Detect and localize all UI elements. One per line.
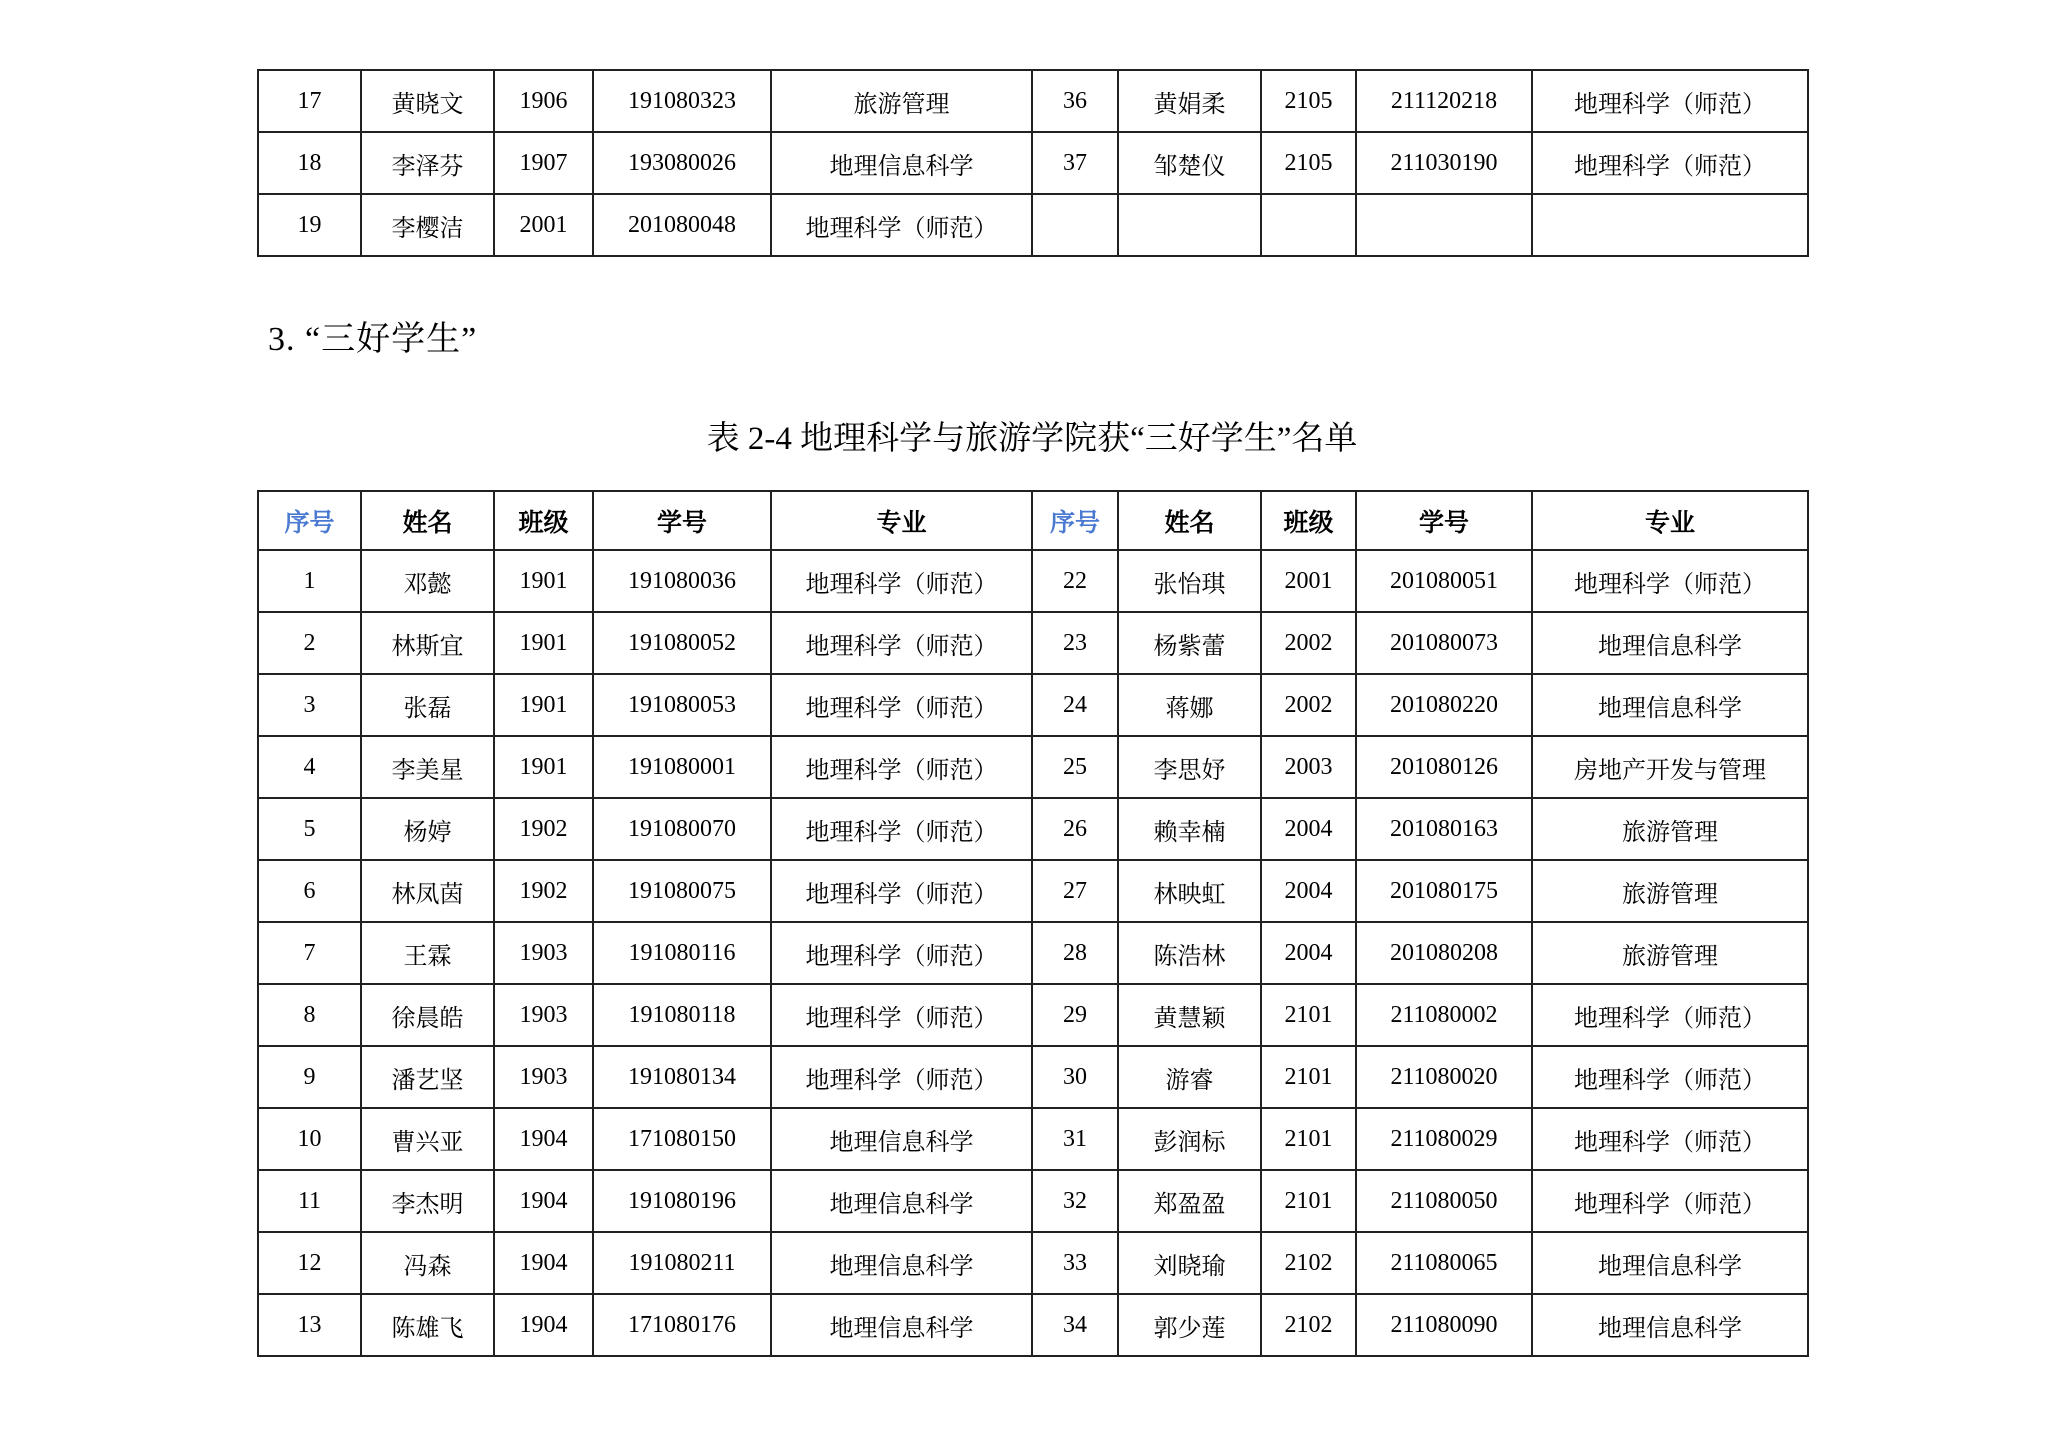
cell-seq: 18 xyxy=(258,132,361,194)
column-header-student-id: 学号 xyxy=(1356,491,1532,550)
cell-student-id: 193080026 xyxy=(593,132,771,194)
cell-student-id: 201080073 xyxy=(1356,612,1532,674)
cell-class: 1901 xyxy=(494,612,593,674)
cell-seq xyxy=(1032,194,1118,256)
cell-major: 地理科学（师范） xyxy=(771,860,1032,922)
cell-class: 2101 xyxy=(1261,1170,1356,1232)
cell-major: 房地产开发与管理 xyxy=(1532,736,1808,798)
cell-seq: 33 xyxy=(1032,1232,1118,1294)
cell-seq: 31 xyxy=(1032,1108,1118,1170)
cell-name: 陈雄飞 xyxy=(361,1294,494,1356)
cell-major: 地理科学（师范） xyxy=(771,798,1032,860)
table-row xyxy=(258,194,1808,256)
cell-student-id: 191080036 xyxy=(593,550,771,612)
cell-seq: 12 xyxy=(258,1232,361,1294)
cell-class: 1901 xyxy=(494,674,593,736)
cell-seq: 7 xyxy=(258,922,361,984)
cell-student-id: 211080090 xyxy=(1356,1294,1532,1356)
table-row xyxy=(258,798,1808,860)
cell-student-id xyxy=(1356,194,1532,256)
column-header-seq: 序号 xyxy=(258,491,361,550)
column-header-student-id: 学号 xyxy=(593,491,771,550)
cell-seq: 3 xyxy=(258,674,361,736)
cell-name xyxy=(1118,194,1261,256)
cell-name: 李思妤 xyxy=(1118,736,1261,798)
table-row xyxy=(258,1294,1808,1356)
cell-seq: 30 xyxy=(1032,1046,1118,1108)
cell-major: 地理信息科学 xyxy=(771,1108,1032,1170)
cell-name: 李杰明 xyxy=(361,1170,494,1232)
cell-class: 2002 xyxy=(1261,612,1356,674)
cell-major: 地理科学（师范） xyxy=(771,612,1032,674)
table-row xyxy=(258,1232,1808,1294)
cell-class: 2101 xyxy=(1261,1046,1356,1108)
cell-seq: 8 xyxy=(258,984,361,1046)
cell-major: 地理科学（师范） xyxy=(1532,984,1808,1046)
cell-student-id: 191080196 xyxy=(593,1170,771,1232)
cell-class: 2101 xyxy=(1261,1108,1356,1170)
cell-seq: 27 xyxy=(1032,860,1118,922)
cell-student-id: 211080020 xyxy=(1356,1046,1532,1108)
cell-class xyxy=(1261,194,1356,256)
cell-major: 地理科学（师范） xyxy=(1532,70,1808,132)
cell-name: 李泽芬 xyxy=(361,132,494,194)
column-header-major: 专业 xyxy=(771,491,1032,550)
cell-major: 旅游管理 xyxy=(1532,922,1808,984)
cell-student-id: 201080126 xyxy=(1356,736,1532,798)
cell-student-id: 211030190 xyxy=(1356,132,1532,194)
cell-seq: 2 xyxy=(258,612,361,674)
cell-class: 2105 xyxy=(1261,132,1356,194)
table-row xyxy=(258,922,1808,984)
cell-major: 地理信息科学 xyxy=(1532,1294,1808,1356)
cell-major xyxy=(1532,194,1808,256)
cell-class: 1904 xyxy=(494,1232,593,1294)
cell-name: 冯森 xyxy=(361,1232,494,1294)
cell-seq: 24 xyxy=(1032,674,1118,736)
cell-name: 郑盈盈 xyxy=(1118,1170,1261,1232)
cell-seq: 4 xyxy=(258,736,361,798)
cell-major: 地理科学（师范） xyxy=(1532,1170,1808,1232)
cell-class: 2001 xyxy=(1261,550,1356,612)
table-row xyxy=(258,736,1808,798)
cell-seq: 9 xyxy=(258,1046,361,1108)
cell-seq: 19 xyxy=(258,194,361,256)
cell-name: 杨婷 xyxy=(361,798,494,860)
cell-seq: 10 xyxy=(258,1108,361,1170)
column-header-name: 姓名 xyxy=(361,491,494,550)
cell-major: 地理科学（师范） xyxy=(1532,1108,1808,1170)
cell-class: 1903 xyxy=(494,922,593,984)
cell-name: 彭润标 xyxy=(1118,1108,1261,1170)
cell-class: 1901 xyxy=(494,550,593,612)
sanhao-students-table xyxy=(257,490,1809,1357)
cell-class: 2101 xyxy=(1261,984,1356,1046)
cell-class: 1907 xyxy=(494,132,593,194)
cell-seq: 37 xyxy=(1032,132,1118,194)
cell-class: 2004 xyxy=(1261,922,1356,984)
cell-student-id: 191080118 xyxy=(593,984,771,1046)
cell-class: 2105 xyxy=(1261,70,1356,132)
cell-major: 地理信息科学 xyxy=(1532,674,1808,736)
cell-seq: 1 xyxy=(258,550,361,612)
cell-class: 1901 xyxy=(494,736,593,798)
table-row xyxy=(258,860,1808,922)
cell-major: 地理科学（师范） xyxy=(771,736,1032,798)
cell-name: 杨紫蕾 xyxy=(1118,612,1261,674)
cell-major: 地理信息科学 xyxy=(1532,612,1808,674)
cell-name: 曹兴亚 xyxy=(361,1108,494,1170)
cell-major: 地理信息科学 xyxy=(1532,1232,1808,1294)
cell-major: 地理科学（师范） xyxy=(771,194,1032,256)
cell-class: 1902 xyxy=(494,798,593,860)
cell-class: 1903 xyxy=(494,1046,593,1108)
cell-major: 地理科学（师范） xyxy=(771,984,1032,1046)
cell-seq: 23 xyxy=(1032,612,1118,674)
cell-name: 刘晓瑜 xyxy=(1118,1232,1261,1294)
cell-name: 王霖 xyxy=(361,922,494,984)
cell-seq: 25 xyxy=(1032,736,1118,798)
cell-major: 地理科学（师范） xyxy=(771,674,1032,736)
cell-seq: 13 xyxy=(258,1294,361,1356)
awards-table-continuation xyxy=(257,69,1809,257)
cell-major: 地理科学（师范） xyxy=(771,550,1032,612)
cell-name: 游睿 xyxy=(1118,1046,1261,1108)
cell-student-id: 171080176 xyxy=(593,1294,771,1356)
cell-student-id: 191080323 xyxy=(593,70,771,132)
cell-seq: 5 xyxy=(258,798,361,860)
cell-seq: 29 xyxy=(1032,984,1118,1046)
cell-major: 地理科学（师范） xyxy=(771,1046,1032,1108)
cell-name: 林斯宜 xyxy=(361,612,494,674)
cell-major: 地理信息科学 xyxy=(771,1232,1032,1294)
cell-major: 地理科学（师范） xyxy=(1532,132,1808,194)
cell-seq: 34 xyxy=(1032,1294,1118,1356)
table-row xyxy=(258,1108,1808,1170)
cell-seq: 11 xyxy=(258,1170,361,1232)
cell-student-id: 191080075 xyxy=(593,860,771,922)
cell-class: 1904 xyxy=(494,1170,593,1232)
cell-seq: 22 xyxy=(1032,550,1118,612)
cell-major: 地理信息科学 xyxy=(771,132,1032,194)
cell-name: 赖幸楠 xyxy=(1118,798,1261,860)
cell-name: 李樱洁 xyxy=(361,194,494,256)
cell-class: 2102 xyxy=(1261,1294,1356,1356)
cell-student-id: 201080163 xyxy=(1356,798,1532,860)
cell-class: 2003 xyxy=(1261,736,1356,798)
cell-student-id: 201080220 xyxy=(1356,674,1532,736)
cell-student-id: 191080053 xyxy=(593,674,771,736)
cell-major: 地理信息科学 xyxy=(771,1294,1032,1356)
cell-name: 黄娟柔 xyxy=(1118,70,1261,132)
cell-student-id: 191080001 xyxy=(593,736,771,798)
cell-seq: 17 xyxy=(258,70,361,132)
cell-name: 陈浩林 xyxy=(1118,922,1261,984)
table-row xyxy=(258,70,1808,132)
cell-name: 林凤茵 xyxy=(361,860,494,922)
cell-class: 2002 xyxy=(1261,674,1356,736)
cell-seq: 36 xyxy=(1032,70,1118,132)
cell-name: 李美星 xyxy=(361,736,494,798)
column-header-major: 专业 xyxy=(1532,491,1808,550)
table-row xyxy=(258,550,1808,612)
cell-student-id: 201080175 xyxy=(1356,860,1532,922)
cell-name: 张磊 xyxy=(361,674,494,736)
cell-class: 1906 xyxy=(494,70,593,132)
table-row xyxy=(258,132,1808,194)
cell-seq: 32 xyxy=(1032,1170,1118,1232)
cell-student-id: 191080134 xyxy=(593,1046,771,1108)
column-header-name: 姓名 xyxy=(1118,491,1261,550)
cell-student-id: 191080070 xyxy=(593,798,771,860)
cell-student-id: 211080050 xyxy=(1356,1170,1532,1232)
column-header-class: 班级 xyxy=(1261,491,1356,550)
table-row xyxy=(258,1046,1808,1108)
table-row xyxy=(258,612,1808,674)
cell-class: 2102 xyxy=(1261,1232,1356,1294)
cell-major: 地理科学（师范） xyxy=(771,922,1032,984)
section-heading: 3. “三好学生” xyxy=(268,321,478,358)
column-header-seq: 序号 xyxy=(1032,491,1118,550)
cell-name: 黄慧颖 xyxy=(1118,984,1261,1046)
cell-name: 林映虹 xyxy=(1118,860,1261,922)
cell-class: 1903 xyxy=(494,984,593,1046)
cell-name: 邓懿 xyxy=(361,550,494,612)
cell-seq: 26 xyxy=(1032,798,1118,860)
cell-student-id: 211120218 xyxy=(1356,70,1532,132)
cell-major: 地理信息科学 xyxy=(771,1170,1032,1232)
cell-student-id: 191080211 xyxy=(593,1232,771,1294)
cell-name: 潘艺坚 xyxy=(361,1046,494,1108)
cell-student-id: 211080065 xyxy=(1356,1232,1532,1294)
cell-major: 旅游管理 xyxy=(1532,798,1808,860)
cell-student-id: 201080051 xyxy=(1356,550,1532,612)
cell-major: 地理科学（师范） xyxy=(1532,1046,1808,1108)
cell-class: 2004 xyxy=(1261,860,1356,922)
cell-name: 邹楚仪 xyxy=(1118,132,1261,194)
cell-name: 郭少莲 xyxy=(1118,1294,1261,1356)
cell-major: 地理科学（师范） xyxy=(1532,550,1808,612)
table-row xyxy=(258,1170,1808,1232)
cell-class: 2004 xyxy=(1261,798,1356,860)
cell-student-id: 211080029 xyxy=(1356,1108,1532,1170)
table-caption: 表 2-4 地理科学与旅游学院获“三好学生”名单 xyxy=(706,421,1358,457)
cell-class: 1904 xyxy=(494,1294,593,1356)
cell-class: 1902 xyxy=(494,860,593,922)
column-header-class: 班级 xyxy=(494,491,593,550)
cell-class: 1904 xyxy=(494,1108,593,1170)
cell-seq: 28 xyxy=(1032,922,1118,984)
table-header-row xyxy=(258,491,1808,550)
cell-student-id: 211080002 xyxy=(1356,984,1532,1046)
table-row xyxy=(258,984,1808,1046)
cell-student-id: 201080208 xyxy=(1356,922,1532,984)
cell-student-id: 191080052 xyxy=(593,612,771,674)
cell-student-id: 171080150 xyxy=(593,1108,771,1170)
cell-name: 黄晓文 xyxy=(361,70,494,132)
cell-student-id: 191080116 xyxy=(593,922,771,984)
table-row xyxy=(258,674,1808,736)
cell-seq: 6 xyxy=(258,860,361,922)
cell-name: 蒋娜 xyxy=(1118,674,1261,736)
cell-name: 徐晨皓 xyxy=(361,984,494,1046)
cell-major: 旅游管理 xyxy=(771,70,1032,132)
cell-class: 2001 xyxy=(494,194,593,256)
cell-name: 张怡琪 xyxy=(1118,550,1261,612)
cell-major: 旅游管理 xyxy=(1532,860,1808,922)
cell-student-id: 201080048 xyxy=(593,194,771,256)
